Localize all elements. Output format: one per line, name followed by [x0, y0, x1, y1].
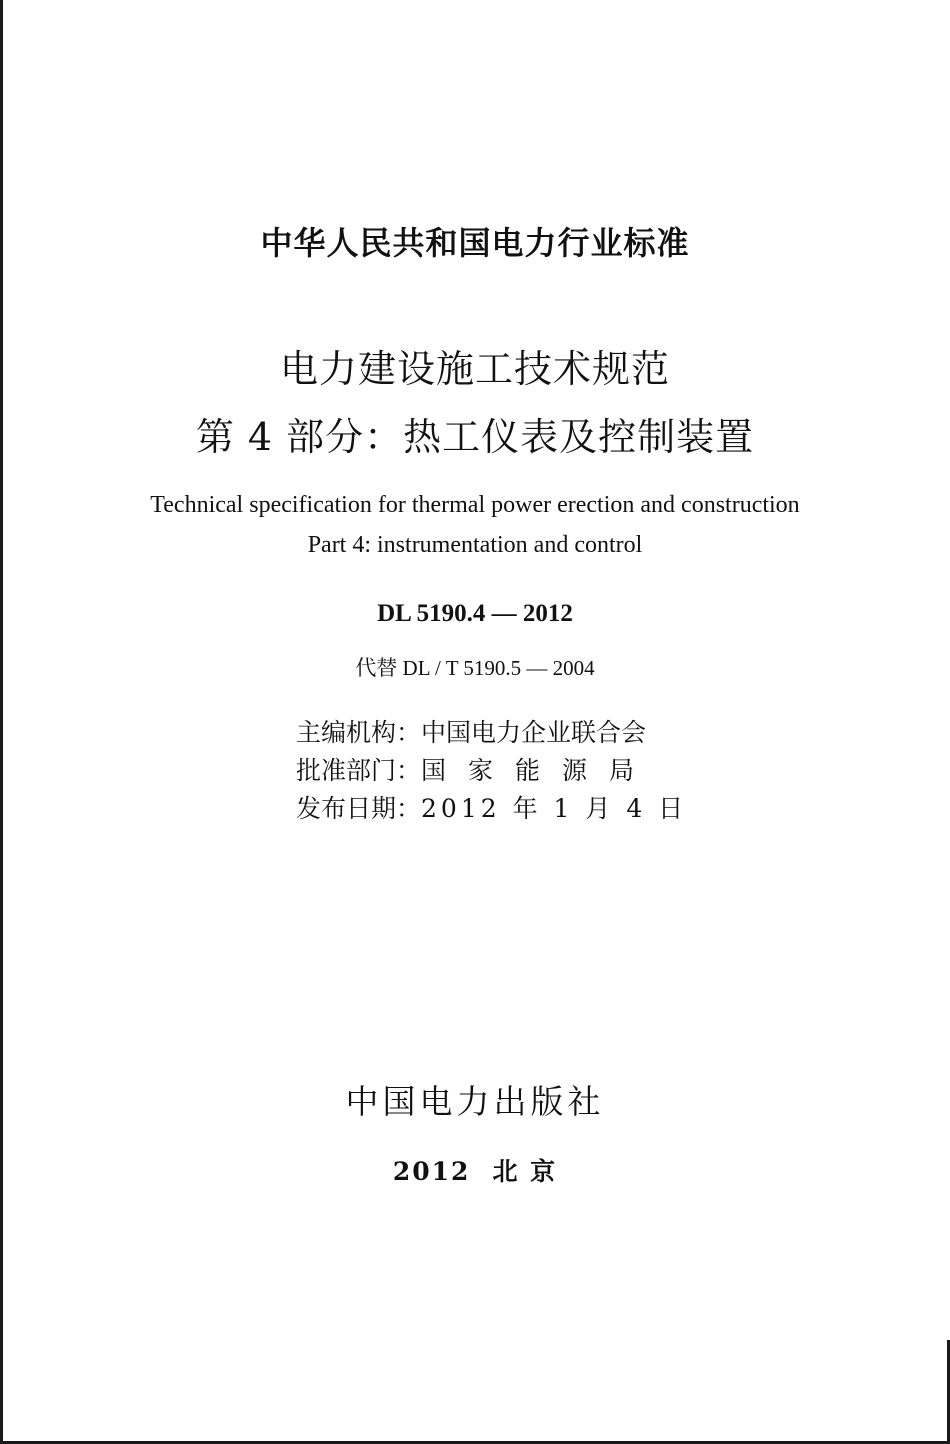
- editor-label: 主编机构：: [296, 718, 422, 747]
- date-value: 2012 年 1 月 4 日: [421, 794, 688, 823]
- editor-value: 中国电力企业联合会: [421, 718, 647, 747]
- publication-info: [296, 714, 687, 828]
- date-label: 发布日期：: [296, 794, 422, 823]
- subtitle-english: Part 4: instrumentation and control: [307, 532, 643, 558]
- date-row: [296, 790, 687, 828]
- scan-edge-left: [0, 0, 3, 1444]
- publisher-name: 中国电力出版社: [345, 1082, 605, 1121]
- standard-type-heading: 中华人民共和国电力行业标准: [260, 224, 690, 262]
- publication-year: 2012: [392, 1157, 471, 1186]
- subtitle-chinese: 第 4 部分：热工仪表及控制装置: [195, 415, 755, 459]
- approval-row: [296, 752, 687, 790]
- standard-code: DL 5190.4 — 2012: [377, 600, 573, 627]
- approval-value: 国家能源局: [421, 756, 657, 785]
- approval-label: 批准部门：: [296, 756, 422, 785]
- replaces-standard: 代替 DL / T 5190.5 — 2004: [355, 656, 595, 680]
- title-chinese: 电力建设施工技术规范: [279, 347, 670, 391]
- publication-city: 北 京: [492, 1157, 558, 1186]
- publication-place: [0, 1152, 950, 1188]
- title-english: Technical specification for thermal power erection and construction: [150, 492, 800, 518]
- editor-row: [296, 714, 687, 752]
